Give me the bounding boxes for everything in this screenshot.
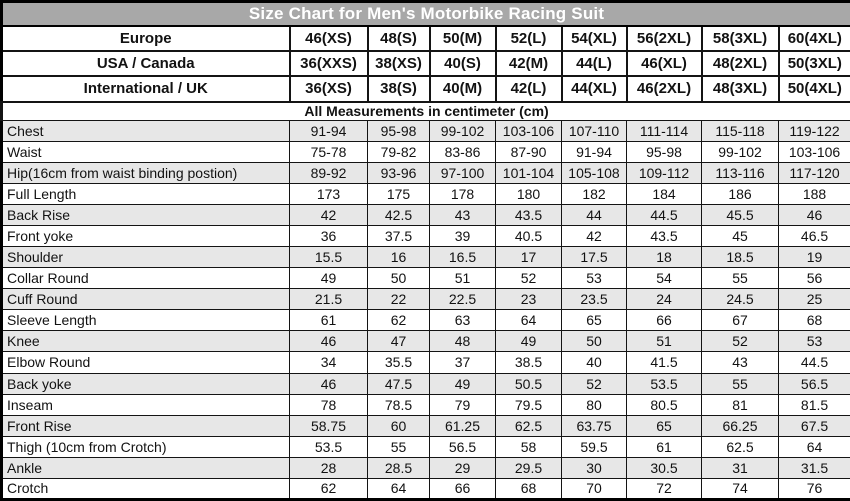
value-cell: 56.5 bbox=[430, 436, 496, 457]
value-cell: 56 bbox=[779, 268, 850, 289]
value-cell: 17 bbox=[496, 247, 562, 268]
value-cell: 184 bbox=[627, 184, 702, 205]
value-cell: 37 bbox=[430, 352, 496, 373]
value-cell: 58 bbox=[496, 436, 562, 457]
value-cell: 97-100 bbox=[430, 163, 496, 184]
value-cell: 43.5 bbox=[627, 226, 702, 247]
value-cell: 28 bbox=[290, 457, 368, 478]
value-cell: 62.5 bbox=[496, 415, 562, 436]
value-cell: 50(M) bbox=[430, 26, 496, 51]
value-cell: 23.5 bbox=[562, 289, 627, 310]
value-cell: 63 bbox=[430, 310, 496, 331]
value-cell: 39 bbox=[430, 226, 496, 247]
value-cell: 52 bbox=[702, 331, 779, 352]
value-cell: 44(L) bbox=[562, 51, 627, 76]
value-cell: 175 bbox=[368, 184, 430, 205]
value-cell: 103-106 bbox=[779, 141, 850, 162]
value-cell: 40.5 bbox=[496, 226, 562, 247]
value-cell: 107-110 bbox=[562, 120, 627, 141]
value-cell: 35.5 bbox=[368, 352, 430, 373]
value-cell: 75-78 bbox=[290, 141, 368, 162]
value-cell: 62 bbox=[368, 310, 430, 331]
table-row bbox=[2, 352, 850, 373]
value-cell: 40 bbox=[562, 352, 627, 373]
value-cell: 40(M) bbox=[430, 76, 496, 101]
value-cell: 30 bbox=[562, 457, 627, 478]
value-cell: 111-114 bbox=[627, 120, 702, 141]
value-cell: 60(4XL) bbox=[779, 26, 850, 51]
value-cell: 46 bbox=[290, 331, 368, 352]
table-row bbox=[2, 184, 850, 205]
value-cell: 79-82 bbox=[368, 141, 430, 162]
value-cell: 64 bbox=[496, 310, 562, 331]
value-cell: 99-102 bbox=[430, 120, 496, 141]
value-cell: 61 bbox=[290, 310, 368, 331]
value-cell: 34 bbox=[290, 352, 368, 373]
value-cell: 50(4XL) bbox=[779, 76, 850, 101]
value-cell: 46 bbox=[290, 373, 368, 394]
table-row bbox=[2, 76, 850, 101]
value-cell: 48 bbox=[430, 331, 496, 352]
value-cell: 24.5 bbox=[702, 289, 779, 310]
measurement-label: Shoulder bbox=[2, 247, 290, 268]
value-cell: 54(XL) bbox=[562, 26, 627, 51]
value-cell: 21.5 bbox=[290, 289, 368, 310]
value-cell: 42 bbox=[562, 226, 627, 247]
value-cell: 115-118 bbox=[702, 120, 779, 141]
value-cell: 42(L) bbox=[496, 76, 562, 101]
value-cell: 51 bbox=[627, 331, 702, 352]
value-cell: 52 bbox=[496, 268, 562, 289]
measurement-label: Hip(16cm from waist binding postion) bbox=[2, 163, 290, 184]
value-cell: 19 bbox=[779, 247, 850, 268]
value-cell: 23 bbox=[496, 289, 562, 310]
value-cell: 53.5 bbox=[290, 436, 368, 457]
value-cell: 72 bbox=[627, 478, 702, 499]
value-cell: 58.75 bbox=[290, 415, 368, 436]
value-cell: 50 bbox=[562, 331, 627, 352]
table-row bbox=[2, 226, 850, 247]
measurement-label: Sleeve Length bbox=[2, 310, 290, 331]
value-cell: 15.5 bbox=[290, 247, 368, 268]
value-cell: 55 bbox=[702, 373, 779, 394]
note-row bbox=[2, 102, 850, 121]
value-cell: 31 bbox=[702, 457, 779, 478]
value-cell: 43 bbox=[430, 205, 496, 226]
value-cell: 42.5 bbox=[368, 205, 430, 226]
value-cell: 29.5 bbox=[496, 457, 562, 478]
value-cell: 63.75 bbox=[562, 415, 627, 436]
value-cell: 42(M) bbox=[496, 51, 562, 76]
region-label: International / UK bbox=[2, 76, 290, 101]
value-cell: 43 bbox=[702, 352, 779, 373]
value-cell: 44.5 bbox=[779, 352, 850, 373]
table-row bbox=[2, 51, 850, 76]
value-cell: 28.5 bbox=[368, 457, 430, 478]
table-row bbox=[2, 310, 850, 331]
measurement-label: Inseam bbox=[2, 394, 290, 415]
value-cell: 49 bbox=[430, 373, 496, 394]
value-cell: 46(2XL) bbox=[627, 76, 702, 101]
measurement-label: Thigh (10cm from Crotch) bbox=[2, 436, 290, 457]
table-row bbox=[2, 268, 850, 289]
value-cell: 38(XS) bbox=[368, 51, 430, 76]
value-cell: 17.5 bbox=[562, 247, 627, 268]
value-cell: 36(XXS) bbox=[290, 51, 368, 76]
value-cell: 78 bbox=[290, 394, 368, 415]
value-cell: 60 bbox=[368, 415, 430, 436]
value-cell: 44 bbox=[562, 205, 627, 226]
value-cell: 54 bbox=[627, 268, 702, 289]
value-cell: 18.5 bbox=[702, 247, 779, 268]
value-cell: 56.5 bbox=[779, 373, 850, 394]
measurement-label: Back Rise bbox=[2, 205, 290, 226]
table-row bbox=[2, 415, 850, 436]
value-cell: 46(XS) bbox=[290, 26, 368, 51]
value-cell: 49 bbox=[290, 268, 368, 289]
measurement-label: Knee bbox=[2, 331, 290, 352]
value-cell: 47 bbox=[368, 331, 430, 352]
value-cell: 186 bbox=[702, 184, 779, 205]
value-cell: 16.5 bbox=[430, 247, 496, 268]
value-cell: 66 bbox=[627, 310, 702, 331]
value-cell: 44(XL) bbox=[562, 76, 627, 101]
value-cell: 61.25 bbox=[430, 415, 496, 436]
region-label: USA / Canada bbox=[2, 51, 290, 76]
title-row bbox=[2, 2, 850, 26]
value-cell: 22.5 bbox=[430, 289, 496, 310]
value-cell: 31.5 bbox=[779, 457, 850, 478]
value-cell: 81 bbox=[702, 394, 779, 415]
value-cell: 36(XS) bbox=[290, 76, 368, 101]
value-cell: 80 bbox=[562, 394, 627, 415]
value-cell: 64 bbox=[779, 436, 850, 457]
value-cell: 80.5 bbox=[627, 394, 702, 415]
value-cell: 65 bbox=[562, 310, 627, 331]
value-cell: 45.5 bbox=[702, 205, 779, 226]
value-cell: 46(XL) bbox=[627, 51, 702, 76]
value-cell: 53.5 bbox=[627, 373, 702, 394]
value-cell: 58(3XL) bbox=[702, 26, 779, 51]
value-cell: 56(2XL) bbox=[627, 26, 702, 51]
value-cell: 83-86 bbox=[430, 141, 496, 162]
value-cell: 16 bbox=[368, 247, 430, 268]
value-cell: 99-102 bbox=[702, 141, 779, 162]
value-cell: 36 bbox=[290, 226, 368, 247]
measurement-label: Front yoke bbox=[2, 226, 290, 247]
table-row bbox=[2, 394, 850, 415]
table-row bbox=[2, 436, 850, 457]
value-cell: 76 bbox=[779, 478, 850, 499]
measurement-label: Collar Round bbox=[2, 268, 290, 289]
table-row bbox=[2, 247, 850, 268]
value-cell: 89-92 bbox=[290, 163, 368, 184]
value-cell: 47.5 bbox=[368, 373, 430, 394]
value-cell: 59.5 bbox=[562, 436, 627, 457]
value-cell: 188 bbox=[779, 184, 850, 205]
value-cell: 25 bbox=[779, 289, 850, 310]
value-cell: 46 bbox=[779, 205, 850, 226]
value-cell: 42 bbox=[290, 205, 368, 226]
value-cell: 66.25 bbox=[702, 415, 779, 436]
value-cell: 65 bbox=[627, 415, 702, 436]
value-cell: 180 bbox=[496, 184, 562, 205]
table-row bbox=[2, 163, 850, 184]
table-row bbox=[2, 205, 850, 226]
value-cell: 62 bbox=[290, 478, 368, 499]
value-cell: 62.5 bbox=[702, 436, 779, 457]
value-cell: 66 bbox=[430, 478, 496, 499]
table-row bbox=[2, 289, 850, 310]
measurement-label: Cuff Round bbox=[2, 289, 290, 310]
value-cell: 41.5 bbox=[627, 352, 702, 373]
value-cell: 61 bbox=[627, 436, 702, 457]
measurement-label: Elbow Round bbox=[2, 352, 290, 373]
value-cell: 40(S) bbox=[430, 51, 496, 76]
measurement-label: Waist bbox=[2, 141, 290, 162]
value-cell: 64 bbox=[368, 478, 430, 499]
value-cell: 46.5 bbox=[779, 226, 850, 247]
value-cell: 103-106 bbox=[496, 120, 562, 141]
region-label: Europe bbox=[2, 26, 290, 51]
value-cell: 67 bbox=[702, 310, 779, 331]
table-row bbox=[2, 120, 850, 141]
measurement-label: Front Rise bbox=[2, 415, 290, 436]
value-cell: 30.5 bbox=[627, 457, 702, 478]
value-cell: 79.5 bbox=[496, 394, 562, 415]
measurement-label: Back yoke bbox=[2, 373, 290, 394]
value-cell: 24 bbox=[627, 289, 702, 310]
value-cell: 119-122 bbox=[779, 120, 850, 141]
value-cell: 109-112 bbox=[627, 163, 702, 184]
value-cell: 52(L) bbox=[496, 26, 562, 51]
value-cell: 105-108 bbox=[562, 163, 627, 184]
measurement-label: Chest bbox=[2, 120, 290, 141]
value-cell: 178 bbox=[430, 184, 496, 205]
value-cell: 91-94 bbox=[290, 120, 368, 141]
measurement-unit-note: All Measurements in centimeter (cm) bbox=[2, 102, 850, 121]
value-cell: 55 bbox=[368, 436, 430, 457]
value-cell: 87-90 bbox=[496, 141, 562, 162]
measurement-label: Crotch bbox=[2, 478, 290, 499]
value-cell: 101-104 bbox=[496, 163, 562, 184]
table-row bbox=[2, 457, 850, 478]
value-cell: 48(2XL) bbox=[702, 51, 779, 76]
value-cell: 93-96 bbox=[368, 163, 430, 184]
value-cell: 43.5 bbox=[496, 205, 562, 226]
value-cell: 95-98 bbox=[368, 120, 430, 141]
value-cell: 22 bbox=[368, 289, 430, 310]
value-cell: 113-116 bbox=[702, 163, 779, 184]
value-cell: 50.5 bbox=[496, 373, 562, 394]
value-cell: 78.5 bbox=[368, 394, 430, 415]
value-cell: 29 bbox=[430, 457, 496, 478]
value-cell: 45 bbox=[702, 226, 779, 247]
value-cell: 50 bbox=[368, 268, 430, 289]
value-cell: 117-120 bbox=[779, 163, 850, 184]
value-cell: 95-98 bbox=[627, 141, 702, 162]
table-row bbox=[2, 26, 850, 51]
table-row bbox=[2, 478, 850, 499]
measurement-label: Ankle bbox=[2, 457, 290, 478]
value-cell: 48(S) bbox=[368, 26, 430, 51]
value-cell: 74 bbox=[702, 478, 779, 499]
value-cell: 50(3XL) bbox=[779, 51, 850, 76]
value-cell: 51 bbox=[430, 268, 496, 289]
value-cell: 68 bbox=[496, 478, 562, 499]
value-cell: 182 bbox=[562, 184, 627, 205]
table-row bbox=[2, 373, 850, 394]
value-cell: 38(S) bbox=[368, 76, 430, 101]
value-cell: 53 bbox=[779, 331, 850, 352]
value-cell: 173 bbox=[290, 184, 368, 205]
chart-title: Size Chart for Men's Motorbike Racing Suit bbox=[2, 2, 850, 26]
value-cell: 49 bbox=[496, 331, 562, 352]
value-cell: 55 bbox=[702, 268, 779, 289]
value-cell: 81.5 bbox=[779, 394, 850, 415]
value-cell: 48(3XL) bbox=[702, 76, 779, 101]
value-cell: 67.5 bbox=[779, 415, 850, 436]
value-cell: 91-94 bbox=[562, 141, 627, 162]
value-cell: 18 bbox=[627, 247, 702, 268]
value-cell: 37.5 bbox=[368, 226, 430, 247]
value-cell: 44.5 bbox=[627, 205, 702, 226]
value-cell: 79 bbox=[430, 394, 496, 415]
value-cell: 53 bbox=[562, 268, 627, 289]
value-cell: 38.5 bbox=[496, 352, 562, 373]
table-row bbox=[2, 331, 850, 352]
measurement-label: Full Length bbox=[2, 184, 290, 205]
value-cell: 52 bbox=[562, 373, 627, 394]
value-cell: 68 bbox=[779, 310, 850, 331]
table-row bbox=[2, 141, 850, 162]
value-cell: 70 bbox=[562, 478, 627, 499]
